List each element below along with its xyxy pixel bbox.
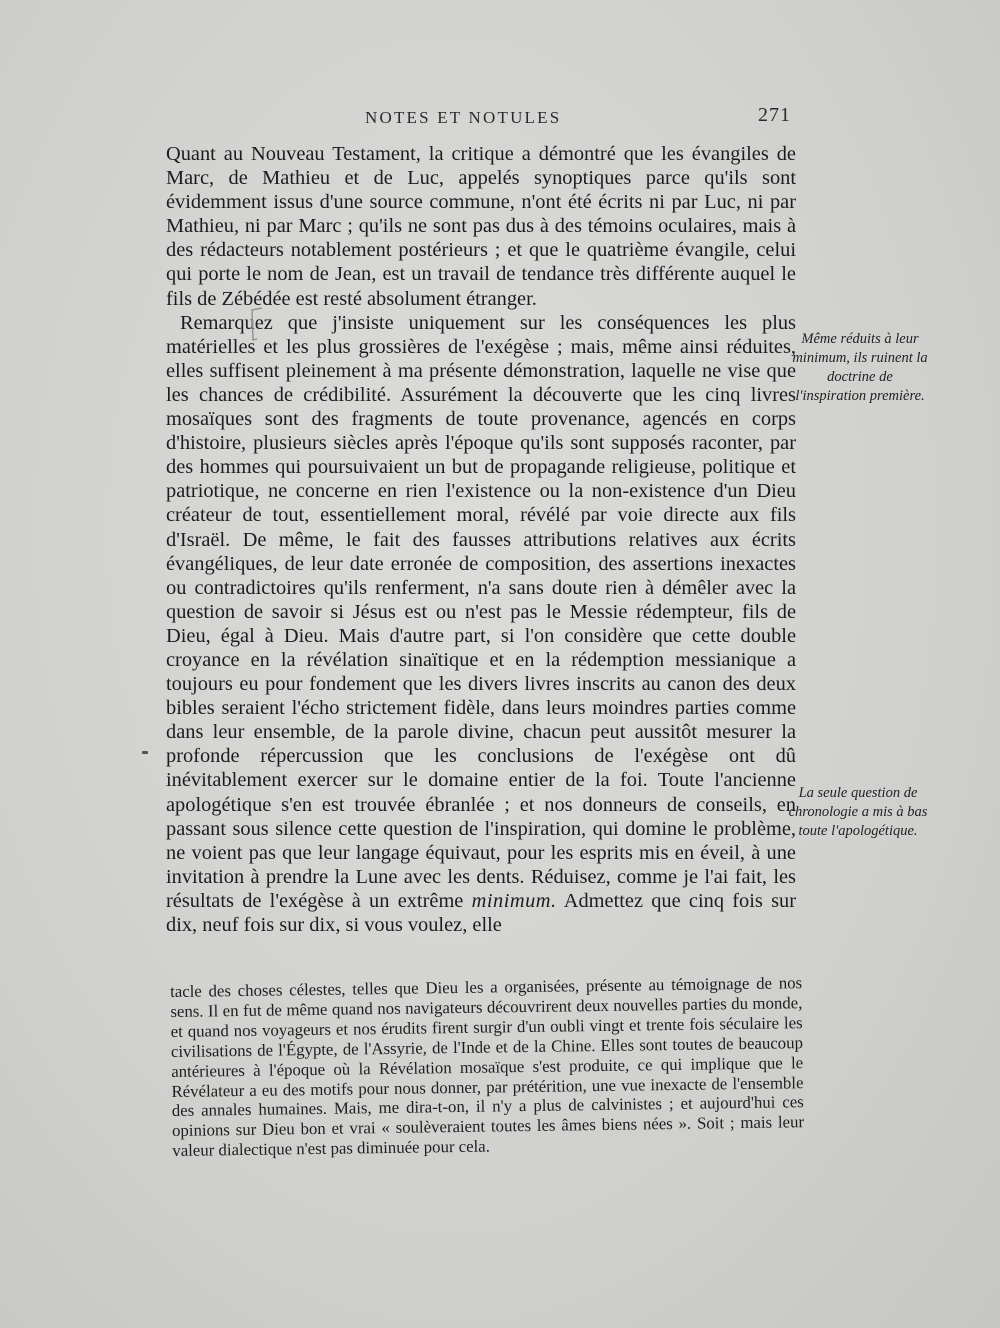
- paragraph-2: [166, 311, 796, 937]
- paragraph-2-tail: Admettez que cinq fois sur dix, neuf fois sur dix, si vous voulez, elle: [166, 889, 796, 936]
- main-text: [166, 142, 796, 937]
- paragraph-1: Quant au Nouveau Testament, la critique a démontré que les évangiles de Marc, de Mathieu et de Luc, appelés synoptiques parce qu'ils sont évidemment issus d'une source commune, n'ont été écrits ni par Luc, ni par Mathieu, ni par Marc ; qu'ils ne sont pas dus à des témoins oculaires, mais à des rédacteurs notablement postérieurs ; et que le quatrième évangile, celui qui porte le nom de Jean, est un travail de tendance très différente auquel le fils de Zébédée est resté absolument étranger.: [166, 143, 796, 310]
- margin-note-1: Même réduits à leur minimum, ils ruinent la doctrine de l'inspiration première.: [792, 331, 928, 404]
- margin-note-2: La seule question de chronologie a mis à bas toute l'apologétique.: [788, 785, 928, 839]
- pencil-mark-icon: [248, 306, 266, 342]
- emphasis-word: minimum.: [471, 889, 557, 912]
- page-number: 271: [758, 104, 791, 126]
- paragraph-2-text: Remarquez que j'insiste uniquement sur les conséquences les plus matérielles et les plus grossières de l'exégèse ; mais, même ainsi réduites, elles suffisent pleinement à ma présente démonstration, laquelle ne vise que les chances de crédibilité. Assurément la découverte que les cinq livres mosaïques sont des fragments de toute provenance, agencés en corps d'histoire, plusieurs siècles après l'époque qu'ils sont supposés raconter, par des hommes qui poursuivaient un but de propagande religieuse, politique et patriotique, ne concerne en rien l'existence ou la non-existence d'un Dieu créateur de tout, essentiellement moral, révélé par voie directe aux fils d'Israël. De même, le fait des fausses attributions relatives aux écrits évangéliques, de leur date erronée de composition, des assertions inexactes ou contradictoires qu'ils renferment, n'a sans doute rien à démêler avec la question de savoir si Jésus est ou n'est pas le Messie rédempteur, fils de Dieu, égal à Dieu. Mais d'autre part, si l'on considère que cette double croyance en la révélation sinaïtique et en la rédemption messianique a toujours eu pour fondement que les divers livres inscrits au canon des deux bibles seraient l'écho strictement fidèle, dans leurs moindres parties comme dans leur ensemble, de la parole divine, chacun peut aussitôt mesurer la profonde répercussion que les conclusions de l'exégèse ont dû inévitablement exercer sur le domaine entier de la foi. Toute l'ancienne apologétique s'en est trouvée ébranlée ; et nos donneurs de conseils, en passant sous silence cette question de l'inspiration, qui domine le problème, ne voient pas que leur langage équivaut, pour les esprits mis en éveil, à une invitation à prendre la Lune avec les dents. Réduisez, comme je l'ai fait, les résultats de l'exégèse à un extrême: [166, 311, 796, 912]
- ink-spot: [142, 751, 148, 754]
- running-title: NOTES ET NOTULES: [365, 108, 562, 127]
- footnote: tacle des choses célestes, telles que Dieu les a organisées, présente au témoignage de nos sens. Il en fut de même quand nos navigateurs découvrirent deux nouvelles parties du monde, et quand nos voyageurs et nos érudits firent surgir d'un oubli vingt et trente fois séculaire les civilisations de l'Égypte, de l'Assyrie, de l'Inde et de la Chine. Elles sont toutes de beaucoup antérieures à l'époque où la Révélation mosaïque s'est produite, ce qui implique que le Révélateur a eu des motifs pour nous donner, par prétérition, une vue inexacte de l'ensemble des annales humaines. Mais, me dira-t-on, il n'y a plus de calvinistes ; et aujourd'hui ces opinions sur Dieu bon et vrai « soulèveraient toutes les âmes biens nées ». Soit ; mais leur valeur dialectique n'est pas diminuée pour cela.: [170, 973, 805, 1161]
